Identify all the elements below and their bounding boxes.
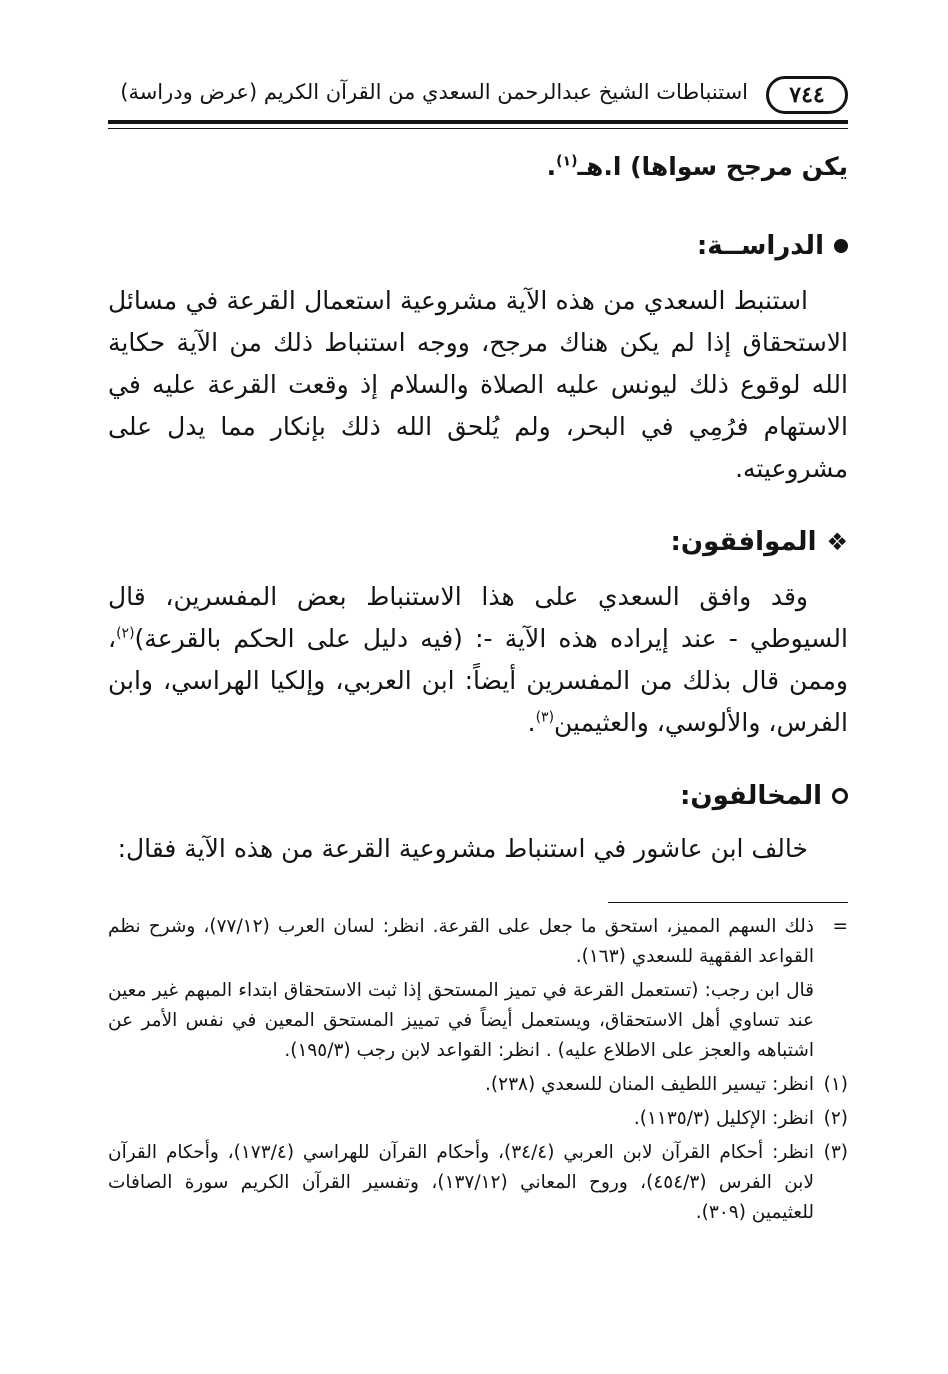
continuation-text-1: ذلك السهم المميز، استحق ما جعل على القرعة. انظر: لسان العرب (٧٧/١٢)، وشرح نظم القواعد الفقهية للسعدي (١٦٣). — [108, 916, 815, 967]
footnote-mark: (٢) — [823, 1108, 848, 1129]
agreeing-paragraph — [108, 576, 848, 744]
agreeing-heading-text: الموافقون: — [670, 527, 817, 557]
footnote-continuation — [108, 912, 848, 972]
footnote-mark: (١) — [823, 1074, 848, 1095]
header-rule-thick — [108, 120, 848, 124]
footnote-ref-2: (٢) — [116, 625, 135, 642]
footnote-text: انظر: تيسير اللطيف المنان للسعدي (٢٣٨). — [485, 1074, 814, 1095]
footnote-text: انظر: أحكام القرآن لابن العربي (٣٤/٤)، وأحكام القرآن للهراسي (١٧٣/٤)، وأحكام القرآن لابن الفرس (٤٥٤/٣)، وروح المعاني (١٣٧/١٢)، وتفسير القرآن الكريم سورة الصافات للعثيمين (٣٠٩). — [108, 1142, 815, 1223]
opposing-heading-text: المخالفون: — [680, 781, 822, 811]
page-number-badge: ٧٤٤ — [766, 76, 848, 114]
continuation-text-2: قال ابن رجب: (تستعمل القرعة في تميز المستحق إذا ثبت الاستحقاق ابتداء المبهم غير معين عند تساوي أهل الاستحقاق، ويستعمل أيضاً في تمييز المستحق المعين في نفس الأمر عن اشتباهه والعجز على الاطلاع عليه) . انظر: القواعد لابن رجب (١٩٥/٣). — [108, 980, 814, 1061]
header-rule-thin — [108, 128, 848, 129]
agreeing-heading — [108, 522, 848, 562]
footnote-continuation-2 — [108, 976, 848, 1066]
running-title: استنباطات الشيخ عبدالرحمن السعدي من القرآن الكريم (عرض ودراسة) — [120, 80, 748, 104]
study-heading-text: الدراســة: — [696, 231, 824, 261]
opening-line-end: . — [546, 152, 557, 181]
study-heading — [108, 226, 848, 266]
agreeing-text-2: ، وممن قال بذلك من المفسرين أيضاً: ابن العربي، وإلكيا الهراسي، وابن الفرس، والألوسي، والعثيمين — [108, 624, 848, 737]
opening-line — [108, 146, 848, 188]
footnote-ref-3: (٣) — [535, 709, 555, 726]
bullet-disc-icon — [834, 239, 848, 253]
agreeing-text-1: وقد وافق السعدي على هذا الاستنباط بعض المفسرين، قال السيوطي - عند إيراده هذه الآية -: (فيه دليل على الحكم بالقرعة) — [108, 582, 848, 653]
opposing-paragraph: خالف ابن عاشور في استنباط مشروعية القرعة من هذه الآية فقال: — [117, 834, 808, 863]
running-header — [108, 70, 848, 118]
footnote-mark: (٣) — [823, 1142, 848, 1163]
footnote-text: انظر: الإكليل (١١٣٥/٣). — [633, 1108, 814, 1129]
footnote-item — [108, 1070, 848, 1100]
opposing-heading — [108, 776, 848, 816]
opening-line-text: يكن مرجح سواها) ا.هـ — [577, 152, 848, 181]
footnote-item — [108, 1104, 848, 1134]
continuation-mark: = — [832, 916, 848, 937]
study-paragraph: استنبط السعدي من هذه الآية مشروعية استعمال القرعة في مسائل الاستحقاق إذا لم يكن هناك مرجح، ووجه استنباط ذلك من الآية حكاية الله لوقوع ذلك ليونس عليه الصلاة والسلام إذ وقعت القرعة عليه في الاستهام فرُمِي في البحر، ولم يُلحق الله ذلك بإنكار مما يدل على مشروعيته. — [108, 286, 848, 483]
footnote-separator — [608, 902, 848, 903]
ring-bullet-icon — [832, 788, 848, 804]
four-diamond-icon: ❖ — [826, 528, 848, 556]
footnote-ref-1: (١) — [556, 153, 578, 170]
agreeing-text-end: . — [527, 708, 536, 737]
footnotes — [108, 912, 848, 1232]
footnote-item — [108, 1138, 848, 1228]
